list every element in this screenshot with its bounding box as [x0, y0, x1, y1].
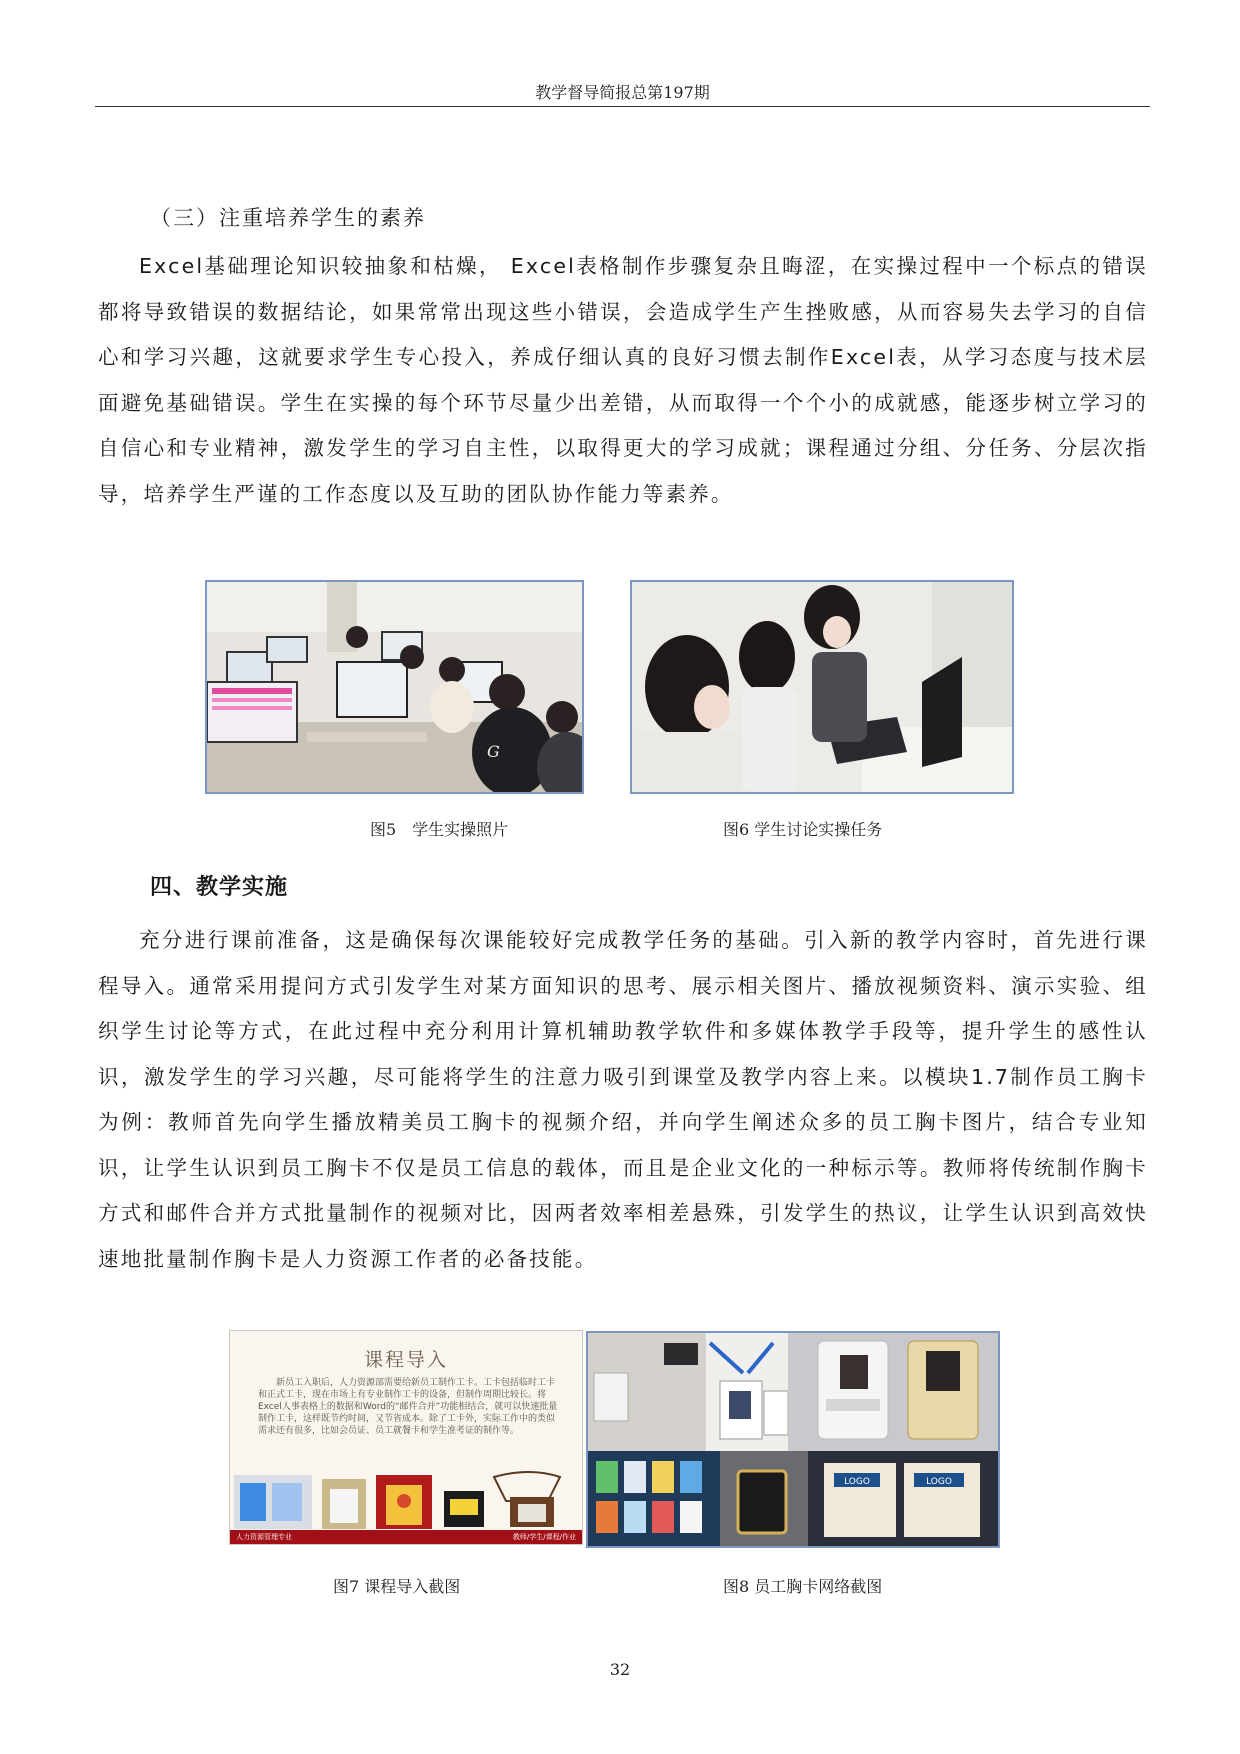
slide-title: 课程导入 [363, 1349, 448, 1371]
running-header: 教学督导简报总第197期 [535, 83, 710, 102]
figure-5-photo [205, 580, 584, 794]
card-logo-2: LOGO [926, 1477, 952, 1487]
classroom-photo [207, 582, 582, 792]
svg-text:G: G [487, 742, 500, 761]
slide-footer-right: 教师/学生/课程/作业 [512, 1533, 576, 1541]
badge-collage [588, 1333, 998, 1546]
figure-6-caption: 图6 学生讨论实操任务 [723, 820, 883, 839]
header-rule [95, 106, 1150, 107]
slide-footer-bar [230, 1530, 582, 1544]
section3-paragraph: Excel基础理论知识较抽象和枯燥， Excel表格制作步骤复杂且晦涩，在实操过程中一个标点的错误都将导致错误的数据结论，如果常常出现这些小错误，会造成学生产生挫败感，从而容易失去学习的自信心和学习兴趣，这就要求学生专心投入，养成仔细认真的良好习惯去制作Excel表，从学习态度与技术层面避免基础错误。学生在实操的每个环节尽量少出差错，从而取得一个个小的成就感，能逐步树立学习的自信心和专业精神，激发学生的学习自主性，以取得更大的学习成就；课程通过分组、分任务、分层次指导，培养学生严谨的工作态度以及互助的团队协作能力等素养。 [98, 254, 1148, 506]
discussion-photo [632, 582, 1012, 792]
figure-5-caption: 图5 学生实操照片 [370, 820, 509, 839]
section-subheading: （三）注重培养学生的素养 [150, 206, 426, 230]
section4-paragraph: 充分进行课前准备，这是确保每次课能较好完成教学任务的基础。引入新的教学内容时，首先进行课程导入。通常采用提问方式引发学生对某方面知识的思考、展示相关图片、播放视频资料、演示实验、组织学生讨论等方式，在此过程中充分利用计算机辅助教学软件和多媒体教学手段等，提升学生的感性认识，激发学生的学习兴趣，尽可能将学生的注意力吸引到课堂及教学内容上来。以模块1.7制作员工胸卡为例：教师首先向学生播放精美员工胸卡的视频介绍，并向学生阐述众多的员工胸卡图片，结合专业知识，让学生认识到员工胸卡不仅是员工信息的载体，而且是企业文化的一种标示等。教师将传统制作胸卡方式和邮件合并方式批量制作的视频对比，因两者效率相差悬殊，引发学生的热议，让学生认识到高效快速地批量制作胸卡是人力资源工作者的必备技能。 [98, 928, 1148, 1271]
section-heading: 四、教学实施 [150, 875, 289, 900]
figure-8-collage [586, 1331, 1000, 1548]
figure-7-caption: 图7 课程导入截图 [333, 1577, 461, 1596]
slide-body: 新员工入职后，人力资源部需要给新员工制作工卡。工卡包括临时工卡和正式工卡，现在市场上有专业制作工卡的设备，但制作周期比较长。将Excel人事表格上的数据和Word的“邮件合并”功能相结合，就可以快速批量制作工卡，这样既节约时间，又节省成本。除了工卡外，实际工作中的类似需求还有很多，比如会员证、员工就餐卡和学生准考证的制作等。 [258, 1378, 558, 1436]
slide-footer-left: 人力资源管理专业 [236, 1533, 292, 1541]
figure-7-slide [230, 1331, 582, 1544]
figure-6-photo [630, 580, 1014, 794]
badge-photos-strip [230, 1471, 582, 1531]
card-logo-1: LOGO [844, 1477, 870, 1487]
figure-8-caption: 图8 员工胸卡网络截图 [723, 1577, 883, 1596]
page-number: 32 [609, 1660, 631, 1679]
